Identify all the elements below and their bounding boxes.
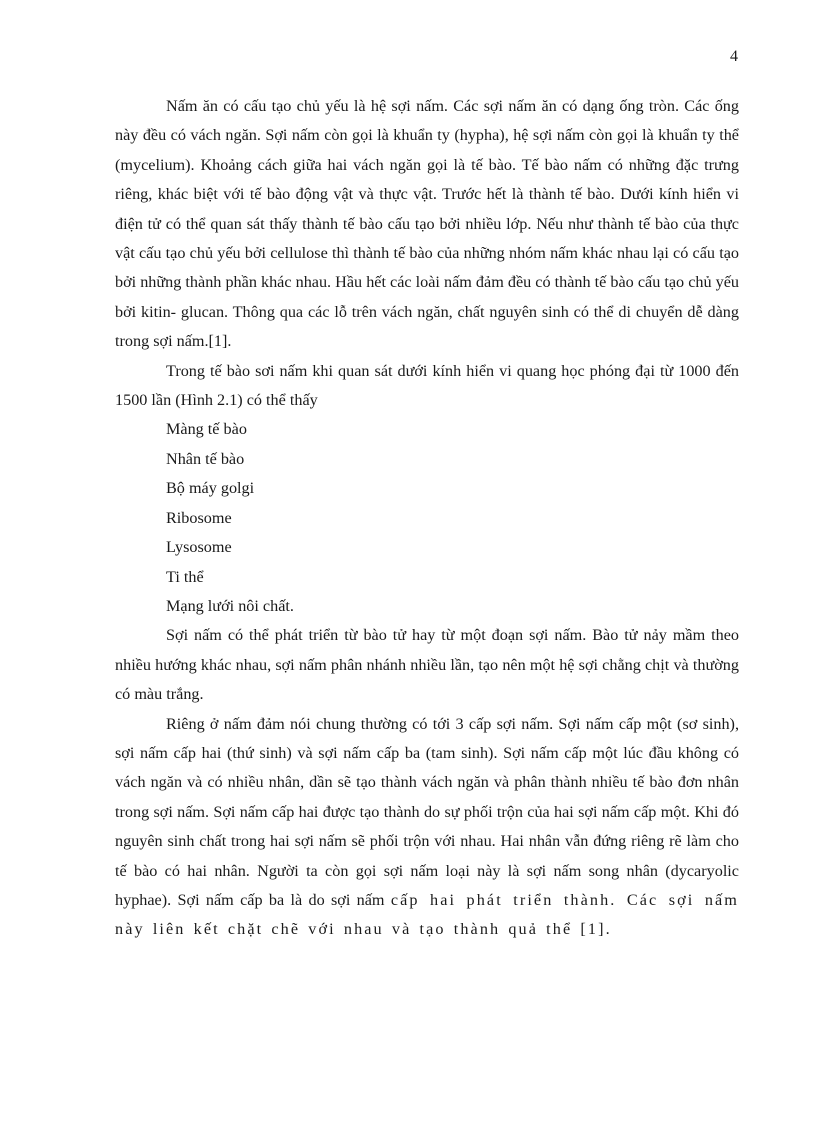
paragraph-hyphae-structure: Nấm ăn có cấu tạo chủ yếu là hệ sợi nấm. Các sợi nấm ăn có dạng ống tròn. Các ống này đều có vách ngăn. Sợi nấm còn gọi là khuẩn ty (hypha), hệ sợi nấm còn gọi là khuẩn ty thể (mycelium). Khoảng cách giữa hai vách ngăn gọi là tế bào. Tế bào nấm có những đặc trưng riêng, khác biệt với tế bào động vật và thực vật. Trước hết là thành tế bào. Dưới kính hiển vi điện tử có thể quan sát thấy thành tế bào cấu tạo bởi nhiều lớp. Nếu như thành tế bào của thực vật cấu tạo chủ yếu bởi cellulose thì thành tế bào của những nhóm nấm khác nhau lại có cấu tạo bởi những thành phần khác nhau. Hầu hết các loài nấm đảm đều có thành tế bào cấu tạo chủ yếu bởi kitin- glucan. Thông qua các lỗ trên vách ngăn, chất nguyên sinh có thể di chuyển dễ dàng trong sợi nấm.[1]. [115, 97, 739, 351]
list-item: Màng tế bào [166, 420, 247, 439]
list-item: Ti thể [166, 567, 204, 586]
paragraph-microscope-intro: Trong tế bào sơi nấm khi quan sát dưới kính hiển vi quang học phóng đại từ 1000 đến 1500 lần (Hình 2.1) có thể thấy [115, 361, 739, 410]
list-item: Mạng lưới nôi chất. [166, 596, 294, 615]
page-number: 4 [730, 48, 738, 65]
list-item: Ribosome [166, 508, 232, 527]
paragraph-hyphae-levels [115, 710, 739, 945]
paragraph-hyphae-levels-main: Riêng ở nấm đảm nói chung thường có tới 3 cấp sợi nấm. Sợi nấm cấp một (sơ sinh), sợi nấm cấp hai (thứ sinh) và sợi nấm cấp ba (tam sinh). Sợi nấm cấp một lúc đầu không có vách ngăn và có nhiều nhân, dần sẽ tạo thành vách ngăn và phân thành nhiều tế bào đơn nhân trong sợi nấm. Sợi nấm cấp hai được tạo thành do sự phối trộn của hai sợi nấm cấp một. Khi đó nguyên sinh chất trong hai sợi nấm sẽ phối trộn với nhau. Hai nhân vẫn đứng riêng rẽ làm cho tế bào có hai nhân. Người ta còn gọi sợi nấm loại này là sợi nấm song nhân (dycaryolic hyphae). Sợi nấm cấp ba là do sợi nấm [115, 714, 739, 909]
paragraph-hyphae-levels-end: cấp hai phát triển thành. Các sợi nấm này liên kết chặt chẽ với nhau và tạo thành quả thể [1]. [115, 890, 739, 939]
paragraph-hyphae-growth: Sợi nấm có thể phát triển từ bào tử hay từ một đoạn sợi nấm. Bào tử nảy mầm theo nhiều hướng khác nhau, sợi nấm phân nhánh nhiều lần, tạo nên một hệ sợi chằng chịt và thường có màu trắng. [115, 626, 739, 704]
list-item: Nhân tế bào [166, 449, 245, 468]
list-item: Bộ máy golgi [166, 479, 255, 498]
page-content [115, 92, 739, 945]
organelle-list [115, 415, 739, 621]
list-item: Lysosome [166, 538, 232, 557]
